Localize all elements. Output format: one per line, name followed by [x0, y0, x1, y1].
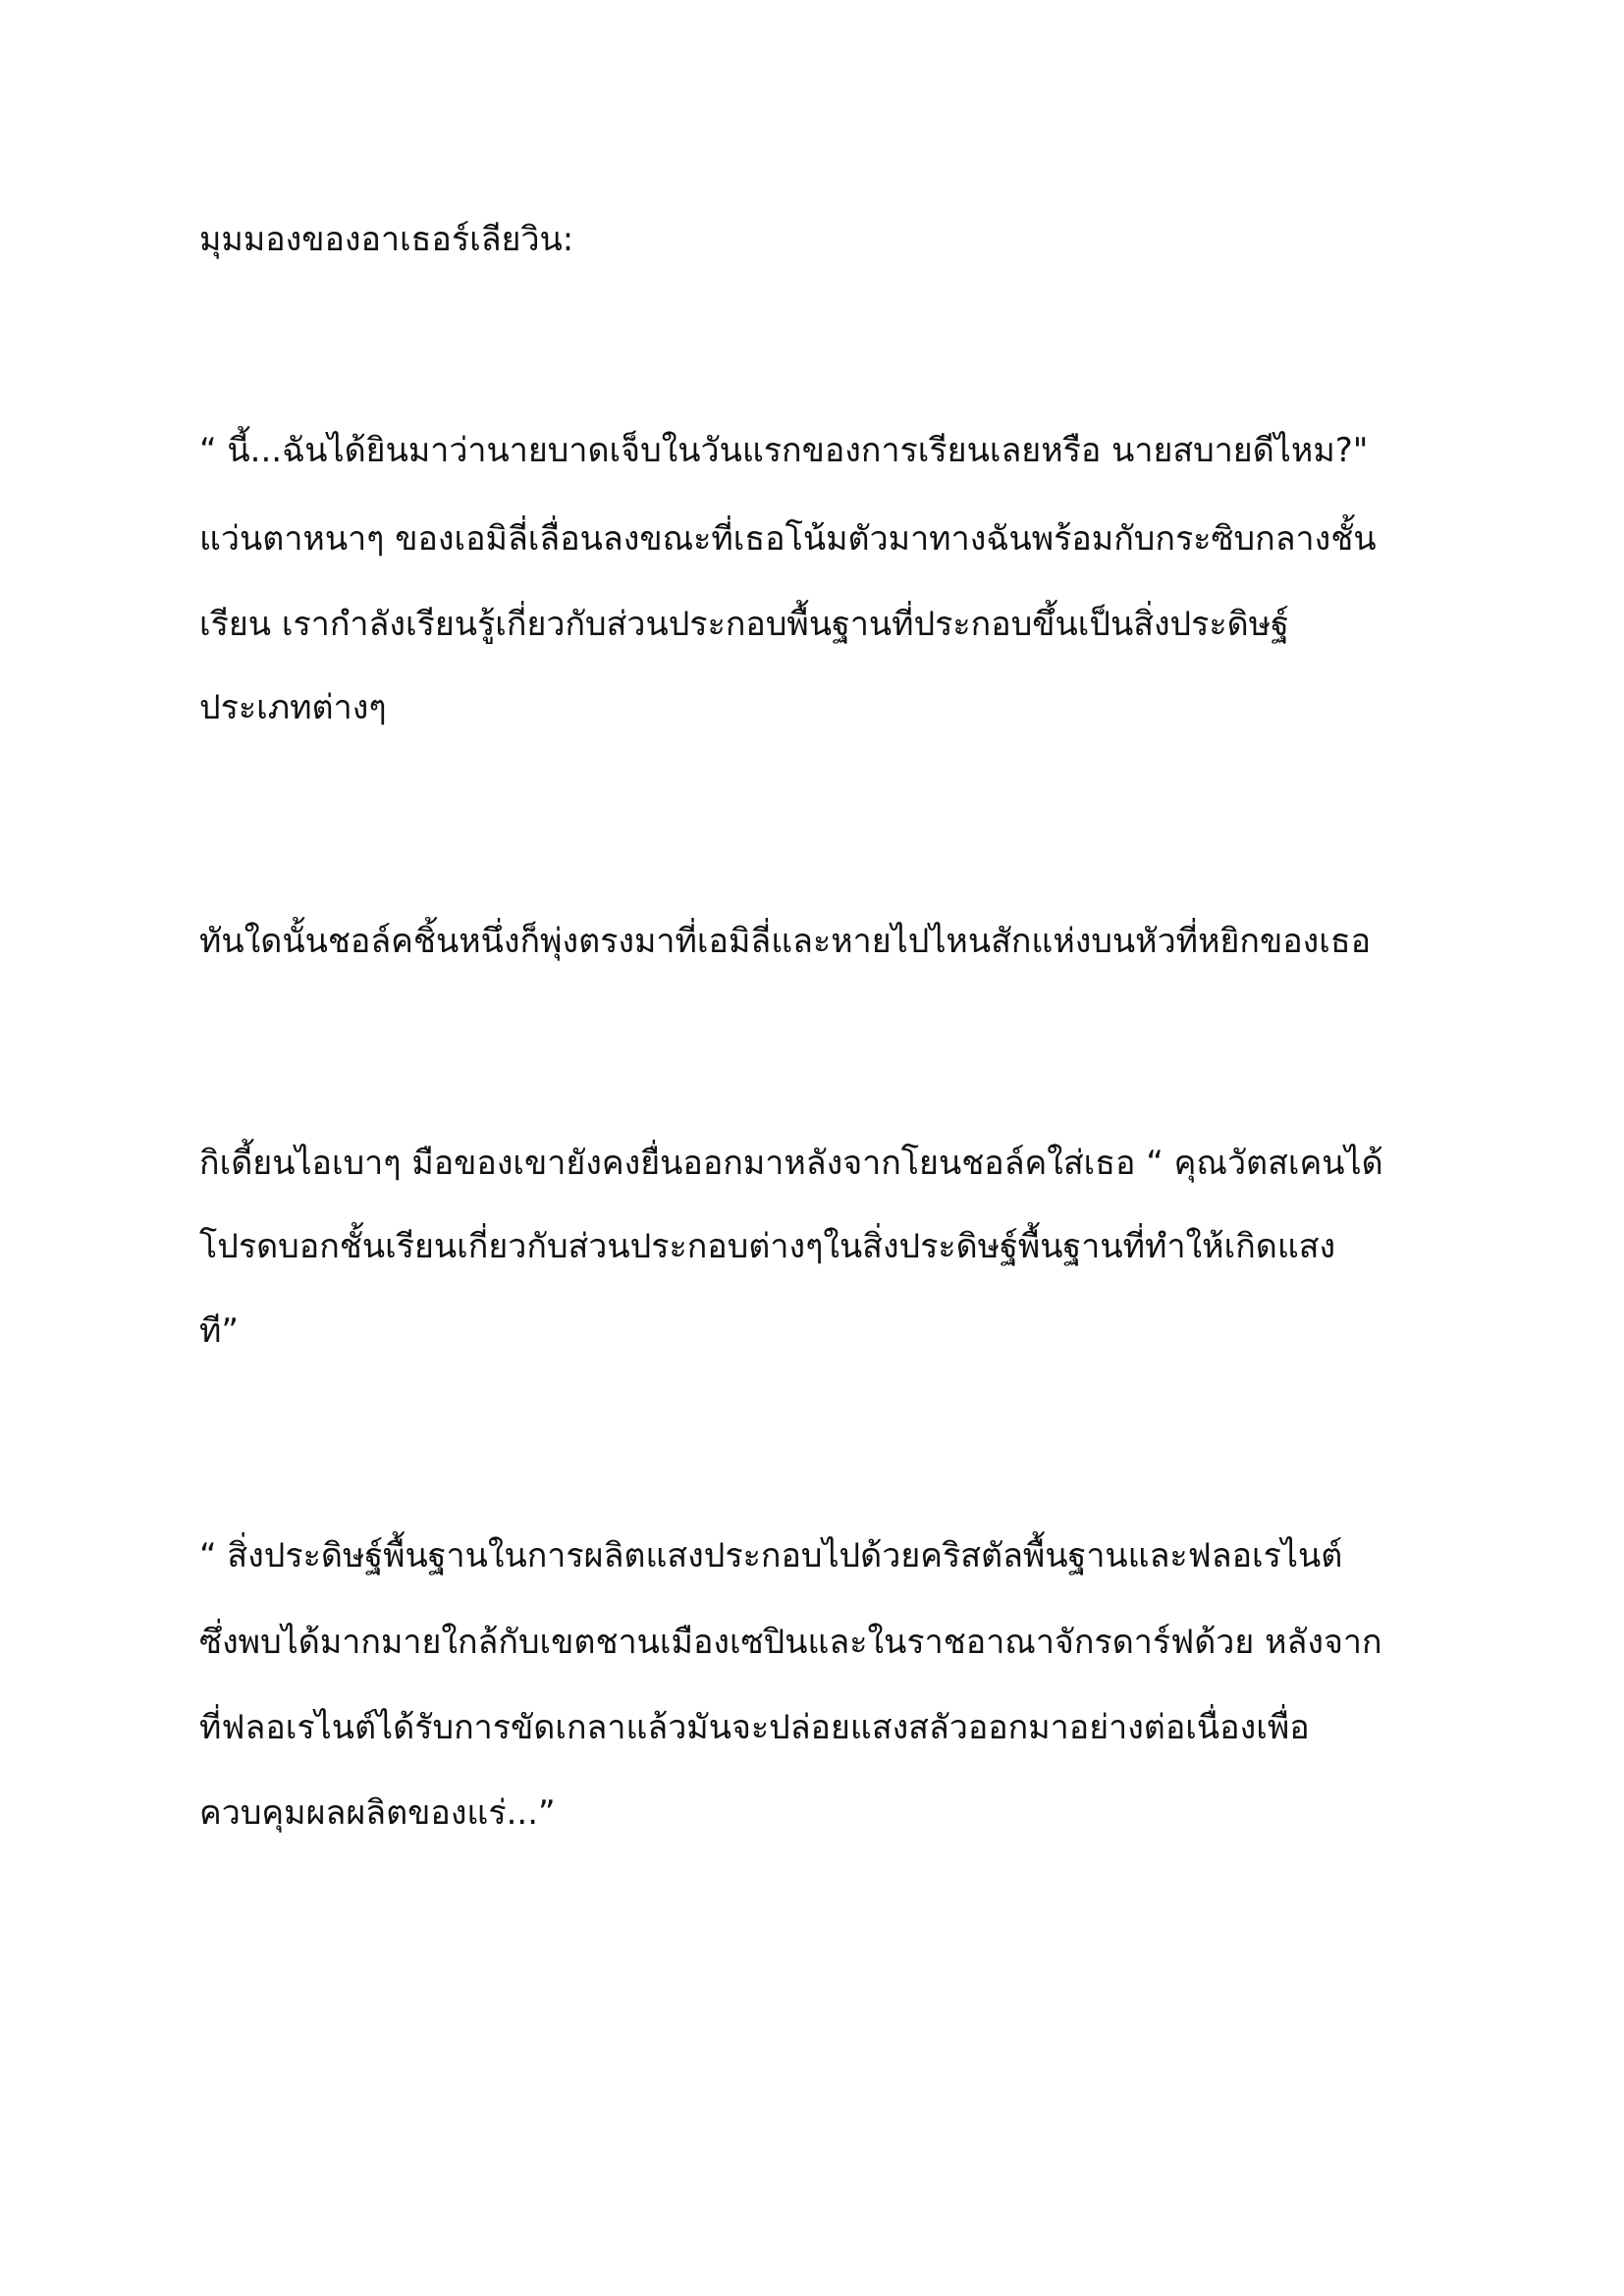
paragraph-line: ซึ่งพบได้มากมายใกล้กับเขตชานเมืองเซปินและในราชอาณาจักรดาร์ฟด้วย หลังจาก [199, 1623, 1382, 1662]
paragraph-line: ทันใดนั้นชอล์คชิ้นหนึ่งก็พุ่งตรงมาที่เอมิลี่และหายไปไหนสักแห่งบนหัวที่หยิกของเธอ [199, 922, 1372, 961]
paragraph-line: กิเดี้ยนไอเบาๆ มือของเขายังคงยื่นออกมาหลังจากโยนชอล์คใส่เธอ “ คุณวัตสเคนได้ [199, 1144, 1383, 1183]
paragraph-line: ประเภทต่างๆ [199, 688, 387, 727]
section-heading: มุมมองของอาเธอร์เลียวิน: [199, 220, 574, 259]
paragraph-line: เรียน เรากำลังเรียนรู้เกี่ยวกับส่วนประกอบพื้นฐานที่ประกอบขึ้นเป็นสิ่งประดิษฐ์ [199, 605, 1289, 644]
paragraph-line: แว่นตาหนาๆ ของเอมิลี่เลื่อนลงขณะที่เธอโน้มตัวมาทางฉันพร้อมกับกระซิบกลางชั้น [199, 519, 1377, 559]
paragraph-line: ที่ฟลอเรไนต์ได้รับการขัดเกลาแล้วมันจะปล่อยแสงสลัวออกมาอย่างต่อเนื่องเพื่อ [199, 1708, 1310, 1747]
paragraph-line: ควบคุมผลผลิตของแร่...” [199, 1793, 556, 1833]
paragraph-line: “ สิ่งประดิษฐ์พื้นฐานในการผลิตแสงประกอบไปด้วยคริสตัลพื้นฐานและฟลอเรไนต์ [199, 1536, 1343, 1575]
paragraph-line: “ นี้...ฉันได้ยินมาว่านายบาดเจ็บในวันแรกของการเรียนเลยหรือ นายสบายดีไหม?" [199, 431, 1369, 470]
paragraph-line: โปรดบอกชั้นเรียนเกี่ยวกับส่วนประกอบต่างๆในสิ่งประดิษฐ์พื้นฐานที่ทำให้เกิดแสง [199, 1227, 1336, 1266]
paragraph-line: ที” [199, 1311, 240, 1351]
